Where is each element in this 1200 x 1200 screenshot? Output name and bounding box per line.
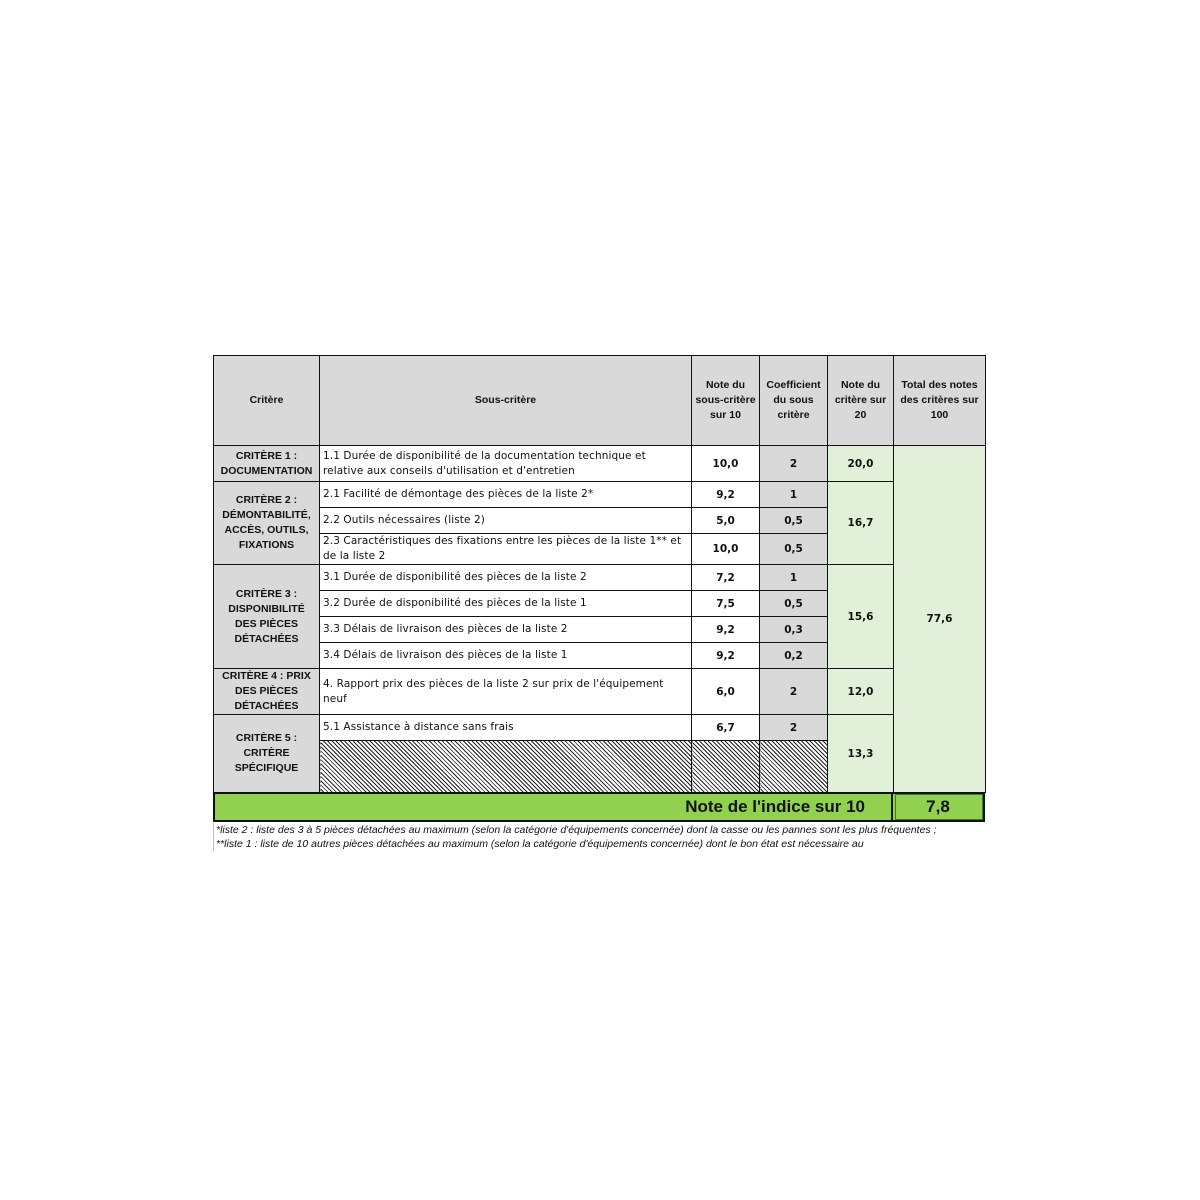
critere-3-note: 15,6 [828, 565, 894, 669]
index-score-value[interactable]: 7,8 [893, 792, 985, 822]
critere-4-note: 12,0 [828, 669, 894, 715]
header-note-critere: Note du critère sur 20 [828, 356, 894, 446]
coef-5-1: 2 [760, 715, 828, 741]
table-row [214, 669, 986, 715]
sub-criterion-5-1: 5.1 Assistance à distance sans frais [320, 715, 692, 741]
total-notes: 77,6 [894, 446, 986, 793]
sub-criterion-1-1: 1.1 Durée de disponibilité de la documentation technique et relative aux conseils d'utilisation et d'entretien [320, 446, 692, 482]
critere-1-note: 20,0 [828, 446, 894, 482]
footnotes [213, 823, 984, 851]
coef-3-3: 0,3 [760, 617, 828, 643]
sub-criterion-3-4: 3.4 Délais de livraison des pièces de la liste 1 [320, 643, 692, 669]
sub-note-2-3: 10,0 [692, 534, 760, 565]
sub-criterion-2-1: 2.1 Facilité de démontage des pièces de la liste 2* [320, 482, 692, 508]
coef-4: 2 [760, 669, 828, 715]
footnote-liste-1: **liste 1 : liste de 10 autres pièces détachées au maximum (selon la catégorie d'équipements concernée) dont le bon état est nécessaire au [216, 838, 864, 850]
critere-2-note: 16,7 [828, 482, 894, 565]
hatched-empty-cell [320, 741, 692, 793]
coef-1-1: 2 [760, 446, 828, 482]
sub-note-3-4: 9,2 [692, 643, 760, 669]
table-row [214, 482, 986, 508]
critere-5-note: 13,3 [828, 715, 894, 793]
sub-note-3-3: 9,2 [692, 617, 760, 643]
sub-note-3-1: 7,2 [692, 565, 760, 591]
footnote-liste-2: *liste 2 : liste des 3 à 5 pièces détachées au maximum (selon la catégorie d'équipements concernée) dont la casse ou les pannes sont les plus fréquentes ; [216, 824, 937, 836]
hatched-empty-cell [760, 741, 828, 793]
sub-note-2-1: 9,2 [692, 482, 760, 508]
table-row [214, 446, 986, 482]
header-total: Total des notes des critères sur 100 [894, 356, 986, 446]
header-note-sous-critere: Note du sous-critère sur 10 [692, 356, 760, 446]
header-critere: Critère [214, 356, 320, 446]
sub-note-2-2: 5,0 [692, 508, 760, 534]
sub-criterion-2-3: 2.3 Caractéristiques des fixations entre les pièces de la liste 1** et de la liste 2 [320, 534, 692, 565]
header-row [214, 356, 986, 446]
sub-criterion-3-3: 3.3 Délais de livraison des pièces de la liste 2 [320, 617, 692, 643]
sub-note-5-1: 6,7 [692, 715, 760, 741]
coef-3-2: 0,5 [760, 591, 828, 617]
repairability-score-table [213, 355, 986, 851]
sub-criterion-3-1: 3.1 Durée de disponibilité des pièces de la liste 2 [320, 565, 692, 591]
critere-3-label: CRITÈRE 3 : DISPONIBILITÉ DES PIÈCES DÉTACHÉES [214, 565, 320, 669]
hatched-empty-cell [692, 741, 760, 793]
table-row [214, 565, 986, 591]
table-row [214, 715, 986, 741]
sub-criterion-4: 4. Rapport prix des pièces de la liste 2 sur prix de l'équipement neuf [320, 669, 692, 715]
header-coefficient: Coefficient du sous critère [760, 356, 828, 446]
critere-1-label: CRITÈRE 1 : DOCUMENTATION [214, 446, 320, 482]
coef-2-1: 1 [760, 482, 828, 508]
coef-3-4: 0,2 [760, 643, 828, 669]
index-score-row [213, 792, 986, 822]
coef-3-1: 1 [760, 565, 828, 591]
sub-note-3-2: 7,5 [692, 591, 760, 617]
index-score-label: Note de l'indice sur 10 [213, 792, 893, 822]
coef-2-3: 0,5 [760, 534, 828, 565]
critere-5-label: CRITÈRE 5 : CRITÈRE SPÉCIFIQUE [214, 715, 320, 793]
sub-criterion-3-2: 3.2 Durée de disponibilité des pièces de la liste 1 [320, 591, 692, 617]
coef-2-2: 0,5 [760, 508, 828, 534]
header-sous-critere: Sous-critère [320, 356, 692, 446]
sub-note-1-1: 10,0 [692, 446, 760, 482]
critere-4-label: CRITÈRE 4 : PRIX DES PIÈCES DÉTACHÉES [214, 669, 320, 715]
critere-2-label: CRITÈRE 2 : DÉMONTABILITÉ, ACCÈS, OUTILS, FIXATIONS [214, 482, 320, 565]
sub-note-4: 6,0 [692, 669, 760, 715]
sub-criterion-2-2: 2.2 Outils nécessaires (liste 2) [320, 508, 692, 534]
score-grid [213, 355, 986, 793]
